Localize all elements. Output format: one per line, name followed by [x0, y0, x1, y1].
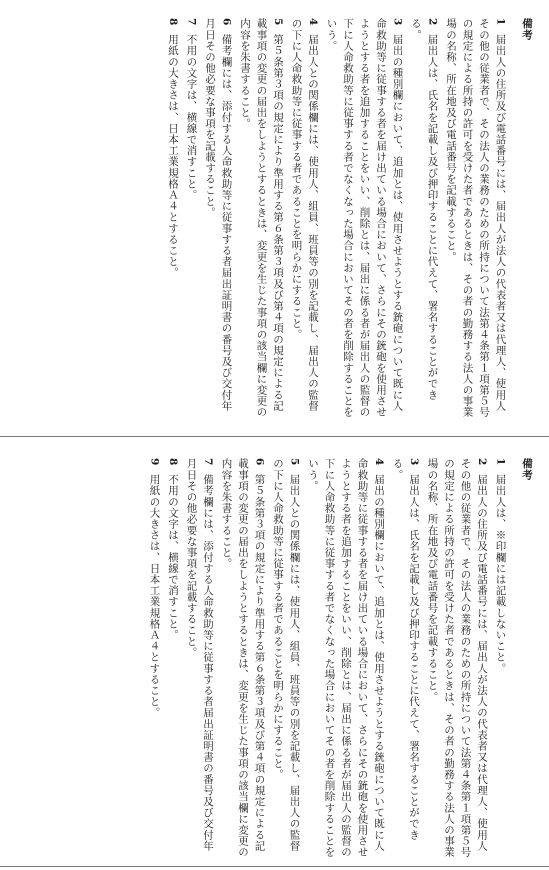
note-text: 用紙の大きさは、日本工業規格Ａ４とすること。	[167, 33, 179, 279]
remarks-panel-top	[0, 0, 549, 432]
note-number: 3	[408, 458, 420, 466]
note-number: 3	[391, 18, 404, 26]
note-item	[492, 458, 509, 858]
note-number: 9	[148, 458, 161, 466]
note-item	[218, 458, 268, 858]
note-number: 8	[167, 18, 179, 26]
note-text: 届出人は、※印欄には記載しないこと。	[494, 473, 507, 674]
note-number: 7	[202, 458, 214, 466]
note-item	[183, 18, 200, 418]
note-text: 届出の種別欄において、追加とは、使用させようとする銃砲について既に人命救助等に従事する者を届け出ている場合において、さらにその銃砲を使用させようとする者を追加することをいい、削除とは、届出に係る者が届出人の監督の下に人命救助等に従事する者でなくなった場合においてその者を削除することをいう。	[307, 458, 385, 858]
note-text: 第５条第３項の規定により準用する第６条第３項及び第４項の規定による記載事項の変更の届出をしようとするときは、変更を生じた事項の該当欄に変更の内容を朱書すること。	[220, 458, 266, 858]
note-text: 届出人の住所及び電話番号には、届出人が法人の代表者又は代理人、使用人その他の従業者で、その法人の業務のための所持について法第４条第１項第５号の規定による所持の許可を受けた者であるときは、その者の勤務する法人の事業場の名称、所在地及び電話番号を記載すること。	[445, 18, 507, 418]
note-number: 2	[426, 18, 439, 26]
note-item	[146, 458, 163, 858]
note-item	[288, 18, 321, 418]
note-item	[202, 18, 235, 418]
note-item	[443, 18, 509, 418]
note-text: 不用の文字は、横線で消すこと。	[185, 33, 198, 201]
remarks-heading: 備考	[521, 18, 533, 41]
note-number: 6	[253, 458, 266, 466]
note-number: 4	[373, 458, 385, 466]
note-number: 5	[288, 458, 301, 466]
page-divider	[0, 436, 549, 437]
note-number: 1	[494, 458, 507, 466]
note-item	[424, 458, 490, 858]
note-text: 不用の文字は、横線で消すこと。	[167, 473, 179, 641]
note-item	[165, 18, 182, 418]
note-item	[408, 18, 441, 418]
note-text: 備考欄には、添付する人命救助等に従事する者届出証明書の番号及び交付年月日その他必要な事項を記載すること。	[185, 458, 214, 852]
note-item	[323, 18, 406, 418]
note-number: 5	[272, 18, 284, 26]
note-text: 第５条第３項の規定により準用する第６条第３項及び第４項の規定による記載事項の変更の届出をしようとするときは、変更を生じた事項の該当欄に変更の内容を朱書すること。	[239, 18, 284, 418]
remarks-text-bottom	[144, 458, 535, 858]
note-number: 6	[220, 18, 233, 26]
note-text: 届出人は、氏名を記載し及び押印することに代えて、署名することができる。	[391, 458, 420, 841]
remarks-panel-bottom	[0, 440, 549, 870]
note-text: 届出人は、氏名を記載し及び押印することに代えて、署名することができる。	[410, 18, 439, 401]
remarks-text-top	[163, 18, 536, 418]
note-item	[389, 458, 422, 858]
note-number: 7	[185, 18, 198, 26]
note-number: 2	[476, 458, 488, 466]
note-number: 4	[307, 18, 319, 26]
note-text: 届出人の住所及び電話番号には、届出人が法人の代表者又は代理人、使用人その他の従業者で、その法人の業務のための所持について法第４条第１項第５号の規定による所持の許可を受けた者であるときは、その者の勤務する法人の事業場の名称、所在地及び電話番号を記載すること。	[426, 458, 488, 858]
remarks-heading: 備考	[521, 458, 533, 481]
note-text: 備考欄には、添付する人命救助等に従事する者届出証明書の番号及び交付年月日その他必要な事項を記載すること。	[204, 18, 233, 412]
note-item	[237, 18, 287, 418]
note-text: 届出人との関係欄には、使用人、組員、班員等の別を記載し、届出人の監督の下に人命救助等に従事する者であることを明らかにすること。	[290, 18, 319, 412]
note-text: 届出人との関係欄には、使用人、組員、班員等の別を記載し、届出人の監督の下に人命救助等に従事する者であることを明らかにすること。	[272, 458, 301, 852]
note-text: 用紙の大きさは、日本工業規格Ａ４とすること。	[148, 473, 161, 719]
note-item	[183, 458, 216, 858]
page-bottom-rule	[0, 866, 549, 867]
note-text: 届出の種別欄において、追加とは、使用させようとする銃砲について既に人命救助等に従事する者を届け出ている場合において、さらにその銃砲を使用させようとする者を追加することをいい、削除とは、届出に係る者が届出人の監督の下に人命救助等に従事する者でなくなった場合においてその者を削除することをいう。	[325, 18, 404, 418]
note-item	[165, 458, 182, 858]
note-number: 1	[494, 18, 507, 26]
note-item	[270, 458, 303, 858]
note-number: 8	[167, 458, 179, 466]
note-item	[305, 458, 388, 858]
